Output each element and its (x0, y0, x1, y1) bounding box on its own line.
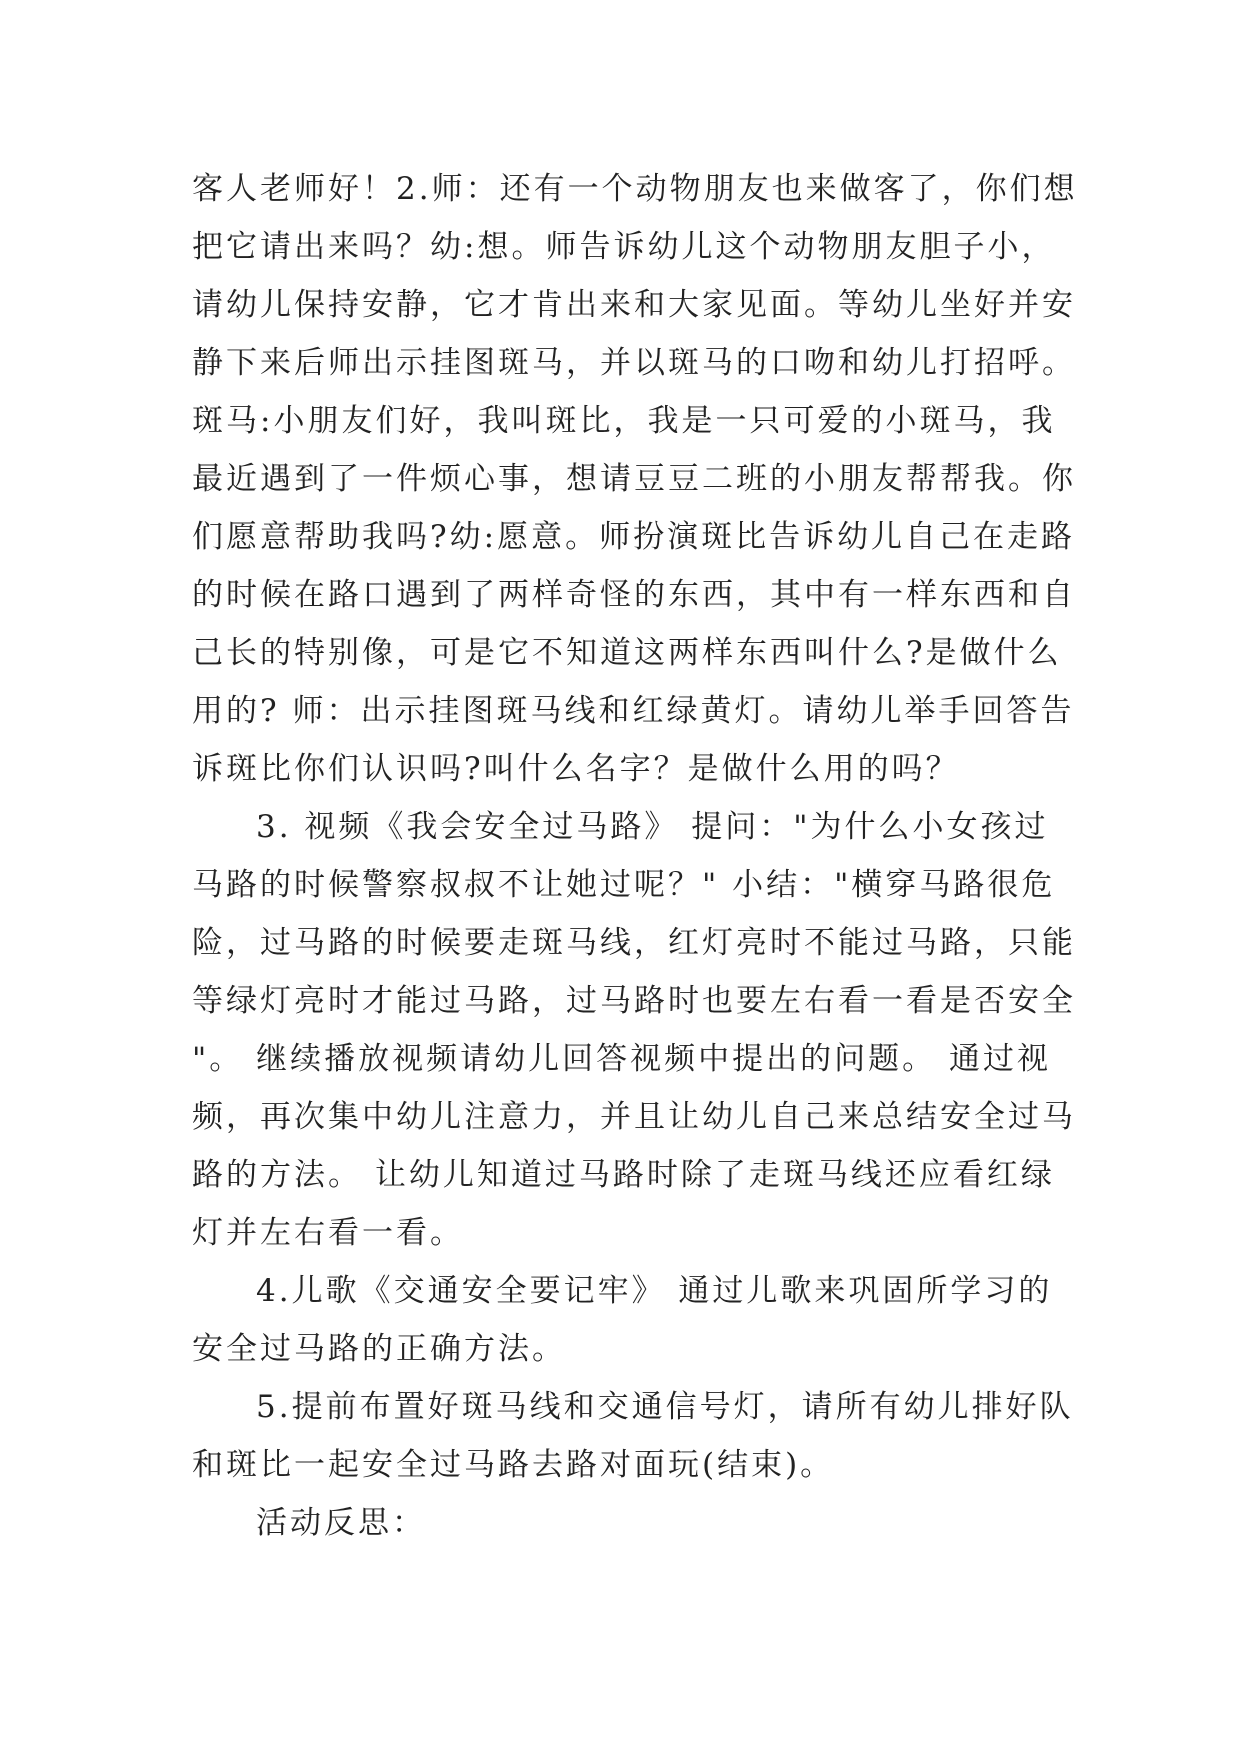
text-line: 等绿灯亮时才能过马路，过马路时也要左右看一看是否安全 (192, 983, 1076, 1019)
text-line: 诉斑比你们认识吗?叫什么名字？是做什么用的吗？ (192, 751, 960, 787)
text-line: 马路的时候警察叔叔不让她过呢？" 小结："横穿马路很危 (192, 867, 1056, 903)
text-line: 的时候在路口遇到了两样奇怪的东西，其中有一样东西和自 (192, 577, 1076, 613)
text-line: 灯并左右看一看。 (192, 1215, 464, 1251)
text-line: 安全过马路的正确方法。 (192, 1331, 566, 1367)
text-line: 险，过马路的时候要走斑马线，红灯亮时不能过马路，只能 (192, 925, 1076, 961)
text-line: 客人老师好！2.师：还有一个动物朋友也来做客了，你们想 (192, 171, 1078, 207)
text-line: 把它请出来吗？幼:想。师告诉幼儿这个动物朋友胆子小， (192, 229, 1056, 265)
text-line: 请幼儿保持安静，它才肯出来和大家见面。等幼儿坐好并安 (192, 287, 1076, 323)
text-line: 频，再次集中幼儿注意力，并且让幼儿自己来总结安全过马 (192, 1099, 1076, 1135)
text-line: 们愿意帮助我吗?幼:愿意。师扮演斑比告诉幼儿自己在走路 (192, 519, 1076, 555)
text-line: 路的方法。 让幼儿知道过马路时除了走斑马线还应看红绿 (192, 1157, 1055, 1193)
text-line: 5.提前布置好斑马线和交通信号灯，请所有幼儿排好队 (256, 1389, 1074, 1425)
text-line: 4.儿歌《交通安全要记牢》 通过儿歌来巩固所学习的 (256, 1273, 1053, 1309)
text-line: 斑马:小朋友们好，我叫斑比，我是一只可爱的小斑马，我 (192, 403, 1056, 439)
text-line: 活动反思： (256, 1505, 426, 1541)
text-line: 3. 视频《我会安全过马路》 提问："为什么小女孩过 (256, 809, 1049, 845)
text-line: 用的? 师：出示挂图斑马线和红绿黄灯。请幼儿举手回答告 (192, 693, 1075, 729)
text-line: "。 继续播放视频请幼儿回答视频中提出的问题。 通过视 (192, 1041, 1051, 1077)
text-line: 和斑比一起安全过马路去路对面玩(结束)。 (192, 1447, 835, 1483)
text-line: 静下来后师出示挂图斑马，并以斑马的口吻和幼儿打招呼。 (192, 345, 1076, 381)
document-body (192, 160, 1078, 1552)
text-line: 己长的特别像，可是它不知道这两样东西叫什么?是做什么 (192, 635, 1062, 671)
text-line: 最近遇到了一件烦心事，想请豆豆二班的小朋友帮帮我。你 (192, 461, 1076, 497)
